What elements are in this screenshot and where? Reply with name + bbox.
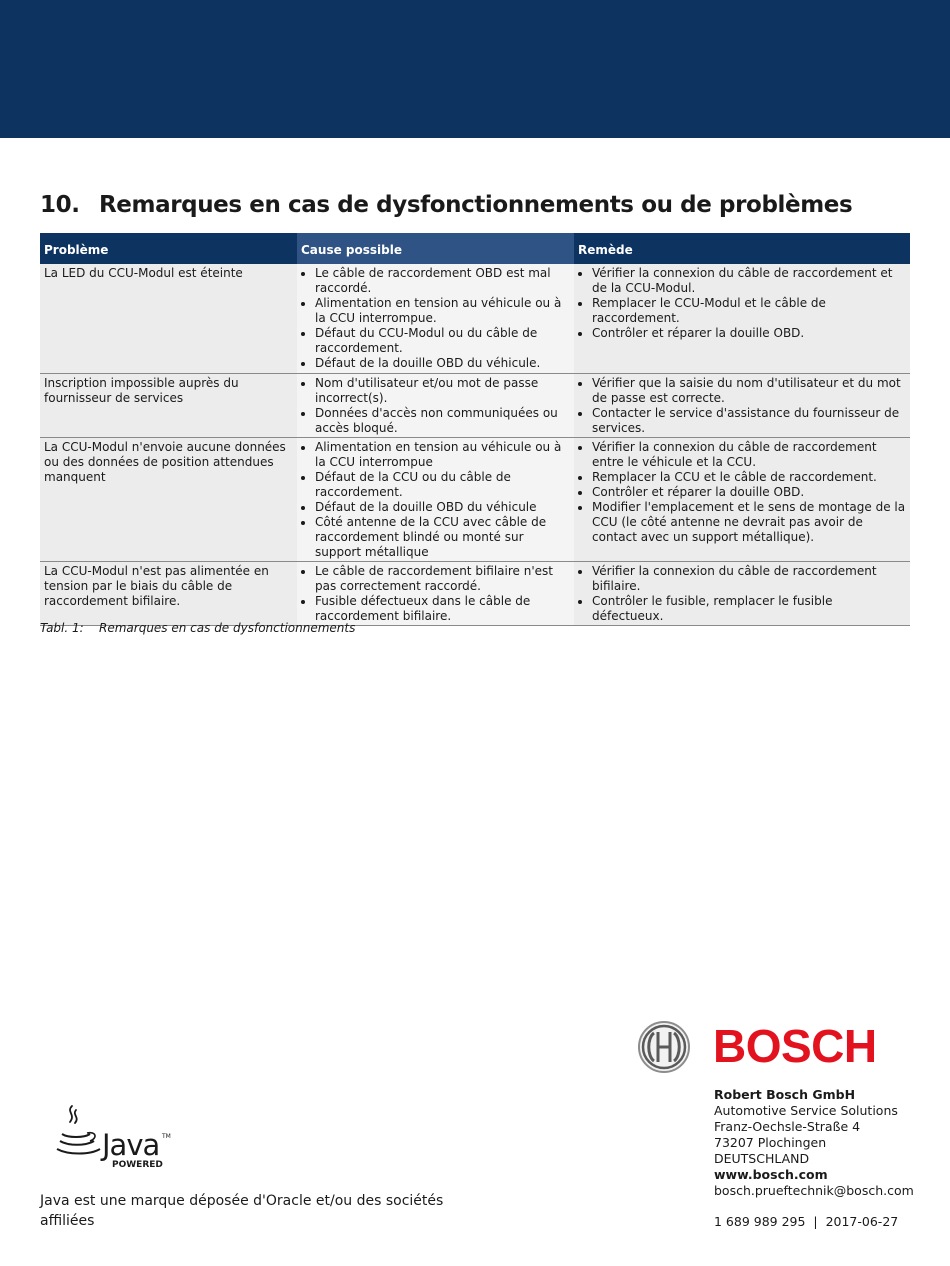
top-banner [0,0,950,138]
cause-list [301,376,570,436]
table-row [40,437,910,561]
cause-list [301,564,570,624]
table-row [40,373,910,437]
company-name: Robert Bosch GmbH [714,1087,856,1102]
remedy-list [578,564,906,624]
remedy-item: • Modifier l'emplacement et le sens de montage de la CCU (le côté antenne ne devrait pas avoir de contact avec un support métallique). [592,500,906,545]
remedy-item: • Remplacer le CCU-Modul et le câble de raccordement. [592,296,906,326]
address-country: DEUTSCHLAND [714,1151,810,1166]
java-trademark-note: Java est une marque déposée d'Oracle et/ou des sociétés affiliées [40,1193,444,1229]
java-logo-text: Java [102,1128,160,1162]
cause-item: • Nom d'utilisateur et/ou mot de passe incorrect(s). [315,376,570,406]
section-number: 10. [40,192,80,218]
cause-item: • Fusible défectueux dans le câble de raccordement bifilaire. [315,594,570,624]
cause-item: • Le câble de raccordement bifilaire n'est pas correctement raccordé. [315,564,570,594]
section-title: Remarques en cas de dysfonctionnements ou de problèmes [99,192,853,218]
problem-cell: La LED du CCU-Modul est éteinte [40,264,297,373]
cause-item: • Défaut de la CCU ou du câble de raccordement. [315,470,570,500]
remedy-item: • Contrôler et réparer la douille OBD. [592,485,906,500]
remedy-item: • Contrôler et réparer la douille OBD. [592,326,906,341]
remedy-item: • Vérifier la connexion du câble de raccordement et de la CCU-Modul. [592,266,906,296]
doc-separator: | [813,1214,818,1229]
bosch-emblem-icon [637,1020,691,1074]
troubleshooting-table [40,233,910,626]
remedy-cell [574,561,910,625]
company-division: Automotive Service Solutions [714,1103,898,1118]
doc-date: 2017-06-27 [825,1214,899,1229]
column-header-remedy: Remède [574,233,910,264]
cause-item: • Alimentation en tension au véhicule ou à la CCU interrompue. [315,296,570,326]
column-header-cause: Cause possible [297,233,574,264]
cause-item: • Alimentation en tension au véhicule ou à la CCU interrompue [315,440,570,470]
cause-cell [297,264,574,373]
address-city: 73207 Plochingen [714,1135,827,1150]
caption-text: Remarques en cas de dysfonctionnements [99,621,356,635]
company-website: www.bosch.com [714,1167,828,1182]
table-row [40,561,910,625]
remedy-cell [574,373,910,437]
remedy-cell [574,264,910,373]
problem-cell: La CCU-Modul n'est pas alimentée en tension par le biais du câble de raccordement bifilaire. [40,561,297,625]
cause-item: • Le câble de raccordement OBD est mal raccordé. [315,266,570,296]
cause-item: • Côté antenne de la CCU avec câble de raccordement blindé ou monté sur support métallique [315,515,570,560]
remedy-cell [574,437,910,561]
java-logo-sub: POWERED [112,1160,163,1170]
remedy-item: • Vérifier que la saisie du nom d'utilisateur et du mot de passe est correcte. [592,376,906,406]
document-reference [714,1214,898,1230]
remedy-list [578,376,906,436]
problem-cell: Inscription impossible auprès du fournisseur de services [40,373,297,437]
cause-item: • Données d'accès non communiquées ou accès bloqué. [315,406,570,436]
table-row [40,264,910,373]
remedy-list [578,266,906,341]
cause-item: • Défaut de la douille OBD du véhicule [315,500,570,515]
cause-item: • Défaut de la douille OBD du véhicule. [315,356,570,371]
remedy-item: • Vérifier la connexion du câble de raccordement bifilaire. [592,564,906,594]
cause-list [301,440,570,560]
column-header-problem: Problème [40,233,297,264]
remedy-item: • Contrôler le fusible, remplacer le fusible défectueux. [592,594,906,624]
remedy-item: • Vérifier la connexion du câble de raccordement entre le véhicule et la CCU. [592,440,906,470]
table-header-row [40,233,910,264]
remedy-item: • Remplacer la CCU et le câble de raccordement. [592,470,906,485]
remedy-list [578,440,906,545]
java-logo-tm: TM [162,1133,171,1140]
remedy-item: • Contacter le service d'assistance du fournisseur de services. [592,406,906,436]
company-email: bosch.prueftechnik@bosch.com [714,1183,914,1198]
company-address [714,1087,914,1199]
cause-list [301,266,570,371]
cause-item: • Défaut du CCU-Modul ou du câble de raccordement. [315,326,570,356]
java-logo-icon [54,1102,174,1172]
section-heading [40,192,852,218]
doc-number: 1 689 989 295 [714,1214,806,1229]
table-caption [40,621,355,635]
address-street: Franz-Oechsle-Straße 4 [714,1119,861,1134]
cause-cell [297,373,574,437]
problem-cell: La CCU-Modul n'envoie aucune données ou des données de position attendues manquent [40,437,297,561]
cause-cell [297,437,574,561]
bosch-wordmark: BOSCH [713,1020,877,1072]
cause-cell [297,561,574,625]
caption-label: Tabl. 1: [40,621,84,635]
